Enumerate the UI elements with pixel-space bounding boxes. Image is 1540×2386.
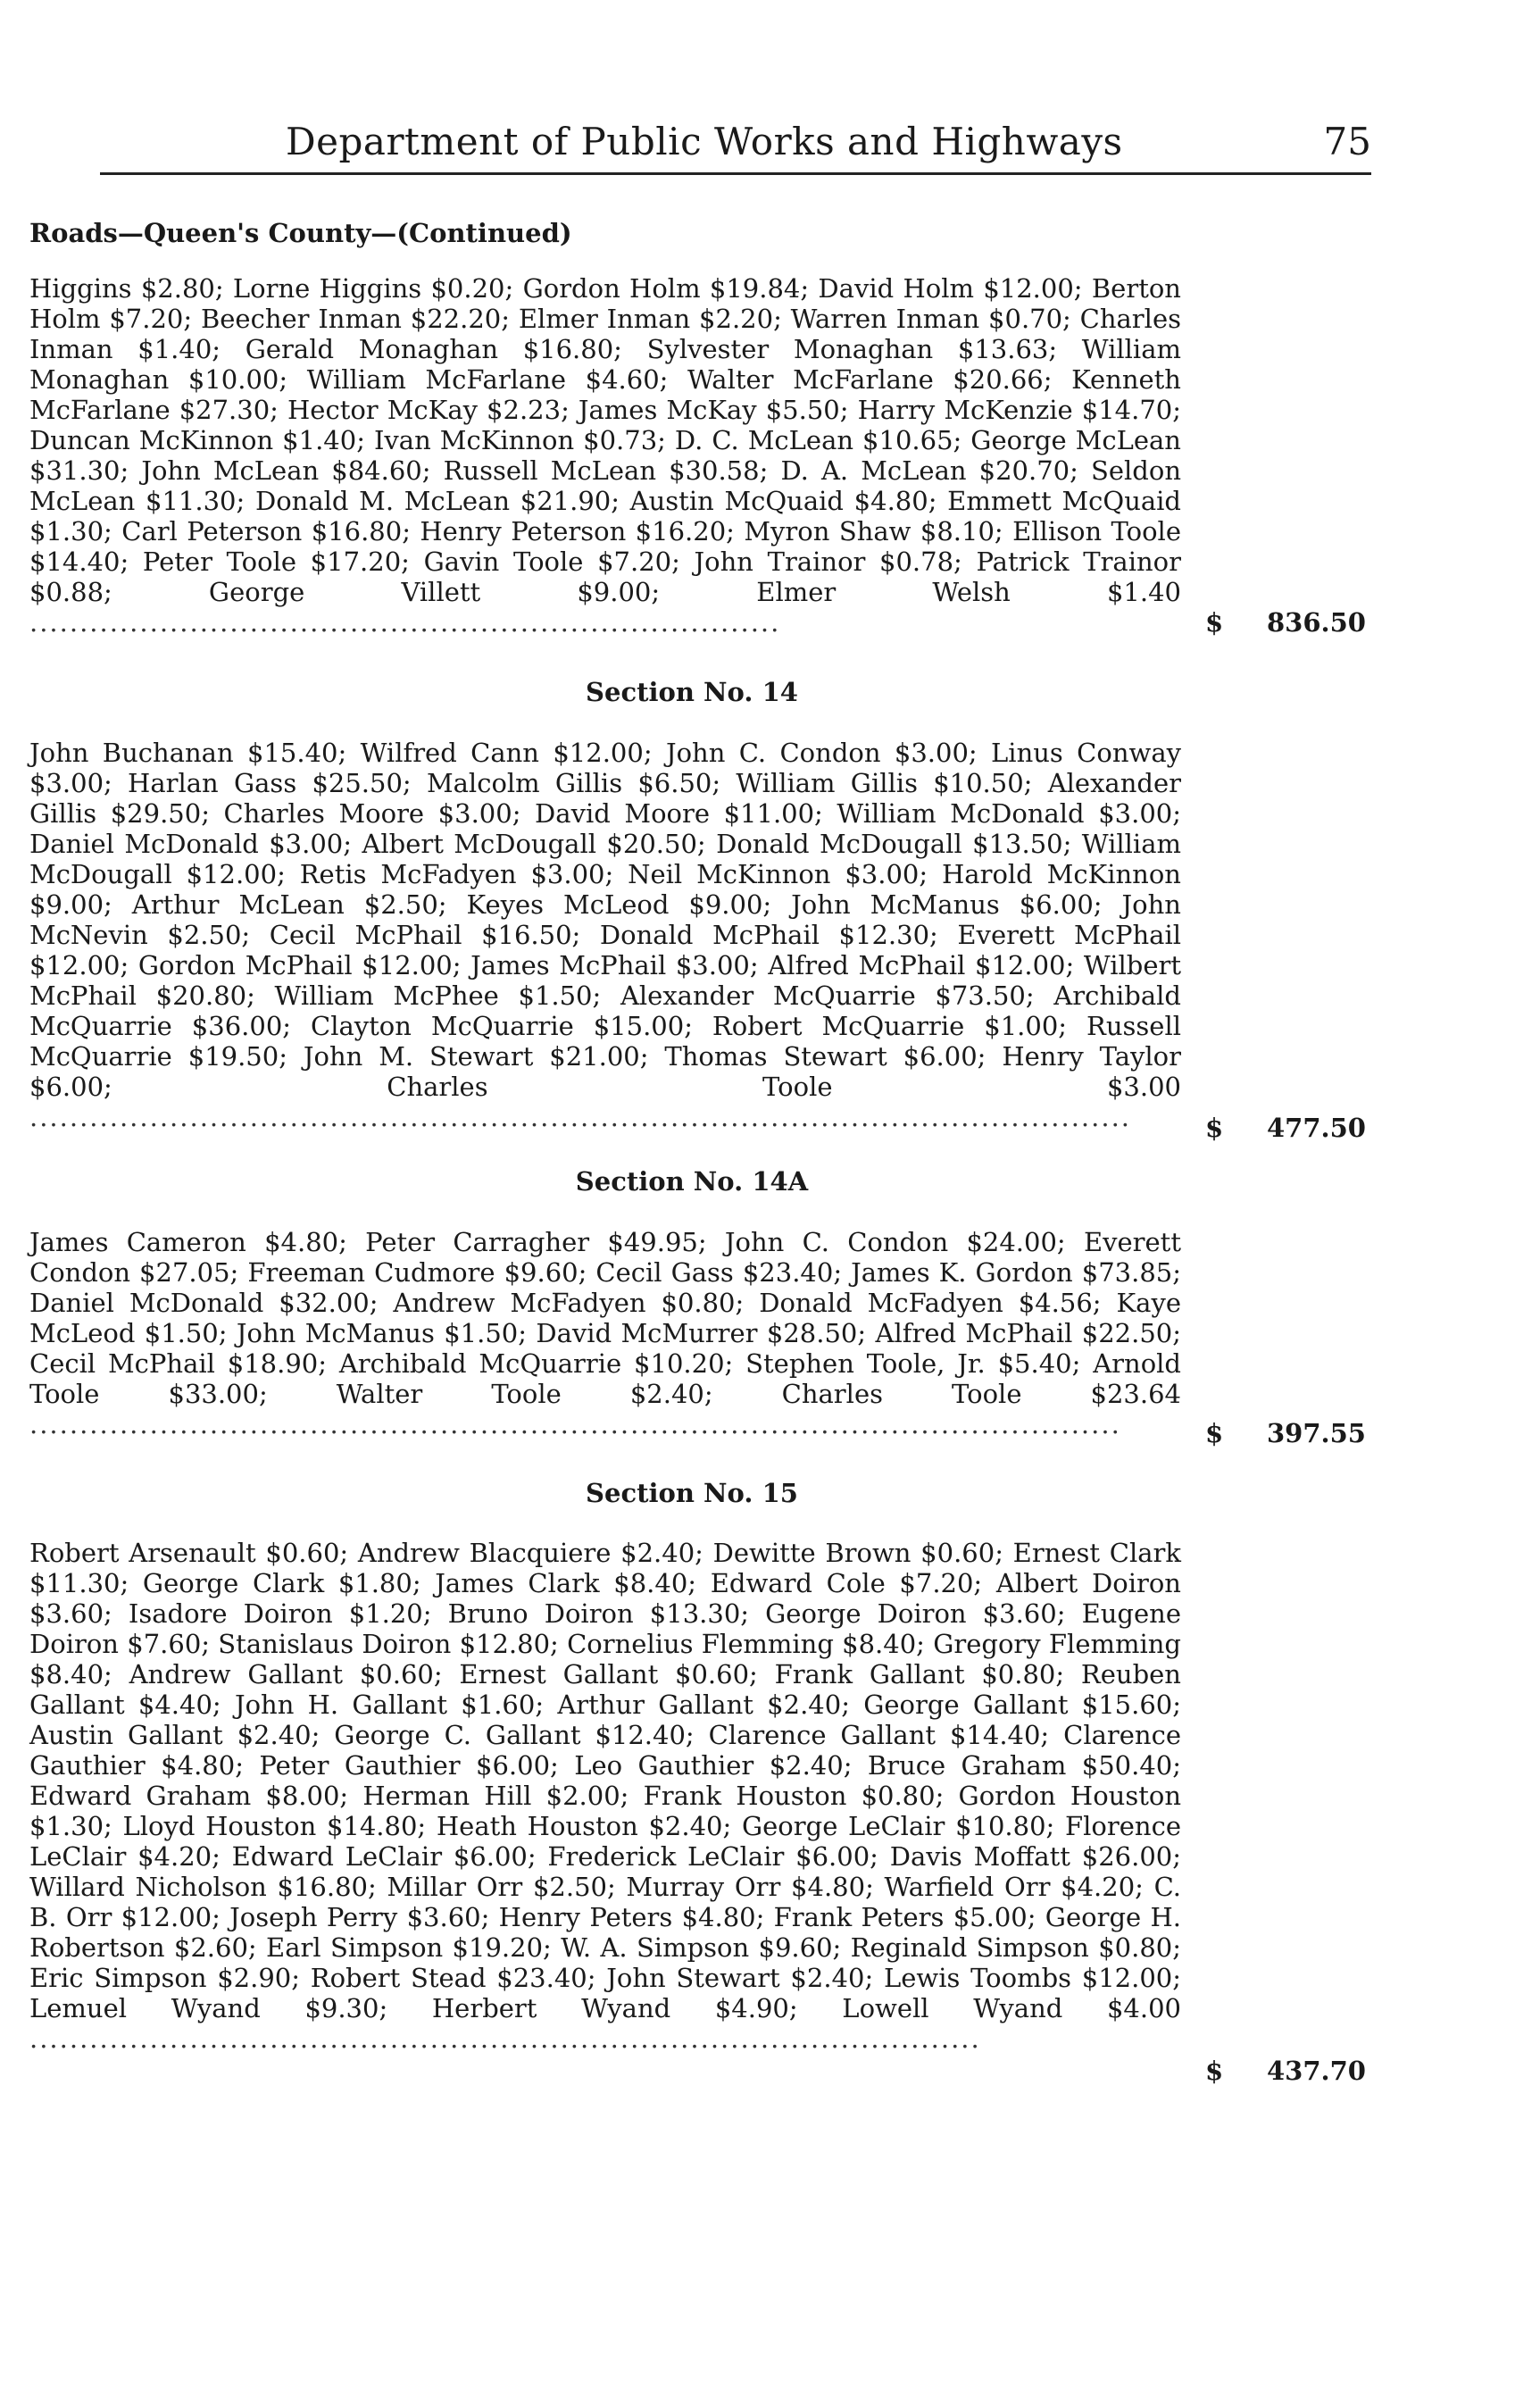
section-caption: Roads—Queen's County—(Continued) — [29, 218, 572, 248]
total-amount: 397.55 — [1267, 1418, 1366, 1448]
currency-symbol: $ — [1205, 2056, 1224, 2086]
dot-leaders: ............................................................................................................. — [29, 1409, 1121, 1439]
payee-paragraph — [29, 738, 1181, 1132]
payee-paragraph — [29, 1538, 1181, 2054]
total-amount: 437.70 — [1267, 2056, 1366, 2086]
payee-list-text: Higgins $2.80; Lorne Higgins $0.20; Gordon Holm $19.84; David Holm $12.00; Berton Holm $7.20; Beecher Inman $22.20; Elmer Inman $2.20; Warren Inman $0.70; Charles Inman $1.40; Gerald Monaghan $16.80; Sylvester Monaghan $13.63; William Monaghan $10.00; William McFarlane $4.60; Walter McFarlane $20.66; Kenneth McFarlane $27.30; Hector McKay $2.23; James McKay $5.50; Harry McKenzie $14.70; Duncan McKinnon $1.40; Ivan McKinnon $0.73; D. C. McLean $10.65; George McLean $31.30; John McLean $84.60; Russell McLean $30.58; D. A. McLean $20.70; Seldon McLean $11.30; Donald M. McLean $21.90; Austin McQuaid $4.80; Emmett McQuaid $1.30; Carl Peterson $16.80; Henry Peterson $16.20; Myron Shaw $8.10; Ellison Toole $14.40; Peter Toole $17.20; Gavin Toole $7.20; John Trainor $0.78; Patrick Trainor $0.88; George Villett $9.00; Elmer Welsh $1.40 — [29, 273, 1181, 607]
section-total — [1196, 2056, 1366, 2086]
currency-symbol: $ — [1205, 1418, 1224, 1448]
payee-paragraph — [29, 1227, 1181, 1439]
payee-list-text: Robert Arsenault $0.60; Andrew Blacquiere $2.40; Dewitte Brown $0.60; Ernest Clark $11.30; George Clark $1.80; James Clark $8.40; Edward Cole $7.20; Albert Doiron $3.60; Isadore Doiron $1.20; Bruno Doiron $13.30; George Doiron $3.60; Eugene Doiron $7.60; Stanislaus Doiron $12.80; Cornelius Flemming $8.40; Gregory Flemming $8.40; Andrew Gallant $0.60; Ernest Gallant $0.60; Frank Gallant $0.80; Reuben Gallant $4.40; John H. Gallant $1.60; Arthur Gallant $2.40; George Gallant $15.60; Austin Gallant $2.40; George C. Gallant $12.40; Clarence Gallant $14.40; Clarence Gauthier $4.80; Peter Gauthier $6.00; Leo Gauthier $2.40; Bruce Graham $50.40; Edward Graham $8.00; Herman Hill $2.00; Frank Houston $0.80; Gordon Houston $1.30; Lloyd Houston $14.80; Heath Houston $2.40; George LeClair $10.80; Florence LeClair $4.20; Edward LeClair $6.00; Frederick LeClair $6.00; Davis Moffatt $26.00; Willard Nicholson $16.80; Millar Orr $2.50; Murray Orr $4.80; Warfield Orr $4.20; C. B. Orr $12.00; Joseph Perry $3.60; Henry Peters $4.80; Frank Peters $5.00; George H. Robertson $2.60; Earl Simpson $19.20; W. A. Simpson $9.60; Reginald Simpson $0.80; Eric Simpson $2.90; Robert Stead $23.40; John Stewart $2.40; Lewis Toombs $12.00; Lemuel Wyand $9.30; Herbert Wyand $4.90; Lowell Wyand $4.00 — [29, 1538, 1181, 2023]
section-total — [1196, 1113, 1366, 1143]
dot-leaders: ........................................................................... — [29, 607, 781, 638]
section-heading: Section No. 14 — [586, 677, 798, 707]
currency-symbol: $ — [1205, 607, 1224, 638]
section-total — [1196, 607, 1366, 638]
payee-list-text: James Cameron $4.80; Peter Carragher $49.95; John C. Condon $24.00; Everett Condon $27.05; Freeman Cudmore $9.60; Cecil Gass $23.40; James K. Gordon $73.85; Daniel McDonald $32.00; Andrew McFadyen $0.80; Donald McFadyen $4.56; Kaye McLeod $1.50; John McManus $1.50; David McMurrer $28.50; Alfred McPhail $22.50; Cecil McPhail $18.90; Archibald McQuarrie $10.20; Stephen Toole, Jr. $5.40; Arnold Toole $33.00; Walter Toole $2.40; Charles Toole $23.64 — [29, 1227, 1181, 1409]
section-total — [1196, 1418, 1366, 1448]
payee-paragraph — [29, 273, 1181, 638]
total-amount: 477.50 — [1267, 1113, 1366, 1143]
total-amount: 836.50 — [1267, 607, 1366, 638]
running-head — [100, 112, 1371, 175]
dot-leaders: ............................................................................................... — [29, 2023, 981, 2054]
section-heading: Section No. 14A — [575, 1166, 809, 1197]
section-heading: Section No. 15 — [586, 1478, 798, 1508]
dot-leaders: .............................................................................................................. — [29, 1102, 1132, 1132]
page-number: 75 — [1323, 120, 1371, 163]
currency-symbol: $ — [1205, 1113, 1224, 1143]
running-head-title: Department of Public Works and Highways — [286, 120, 1123, 163]
payee-list-text: John Buchanan $15.40; Wilfred Cann $12.00; John C. Condon $3.00; Linus Conway $3.00; Harlan Gass $25.50; Malcolm Gillis $6.50; William Gillis $10.50; Alexander Gillis $29.50; Charles Moore $3.00; David Moore $11.00; William McDonald $3.00; Daniel McDonald $3.00; Albert McDougall $20.50; Donald McDougall $13.50; William McDougall $12.00; Retis McFadyen $3.00; Neil McKinnon $3.00; Harold McKinnon $9.00; Arthur McLean $2.50; Keyes McLeod $9.00; John McManus $6.00; John McNevin $2.50; Cecil McPhail $16.50; Donald McPhail $12.30; Everett McPhail $12.00; Gordon McPhail $12.00; James McPhail $3.00; Alfred McPhail $12.00; Wilbert McPhail $20.80; William McPhee $1.50; Alexander McQuarrie $73.50; Archibald McQuarrie $36.00; Clayton McQuarrie $15.00; Robert McQuarrie $1.00; Russell McQuarrie $19.50; John M. Stewart $21.00; Thomas Stewart $6.00; Henry Taylor $6.00; Charles Toole $3.00 — [29, 738, 1181, 1102]
